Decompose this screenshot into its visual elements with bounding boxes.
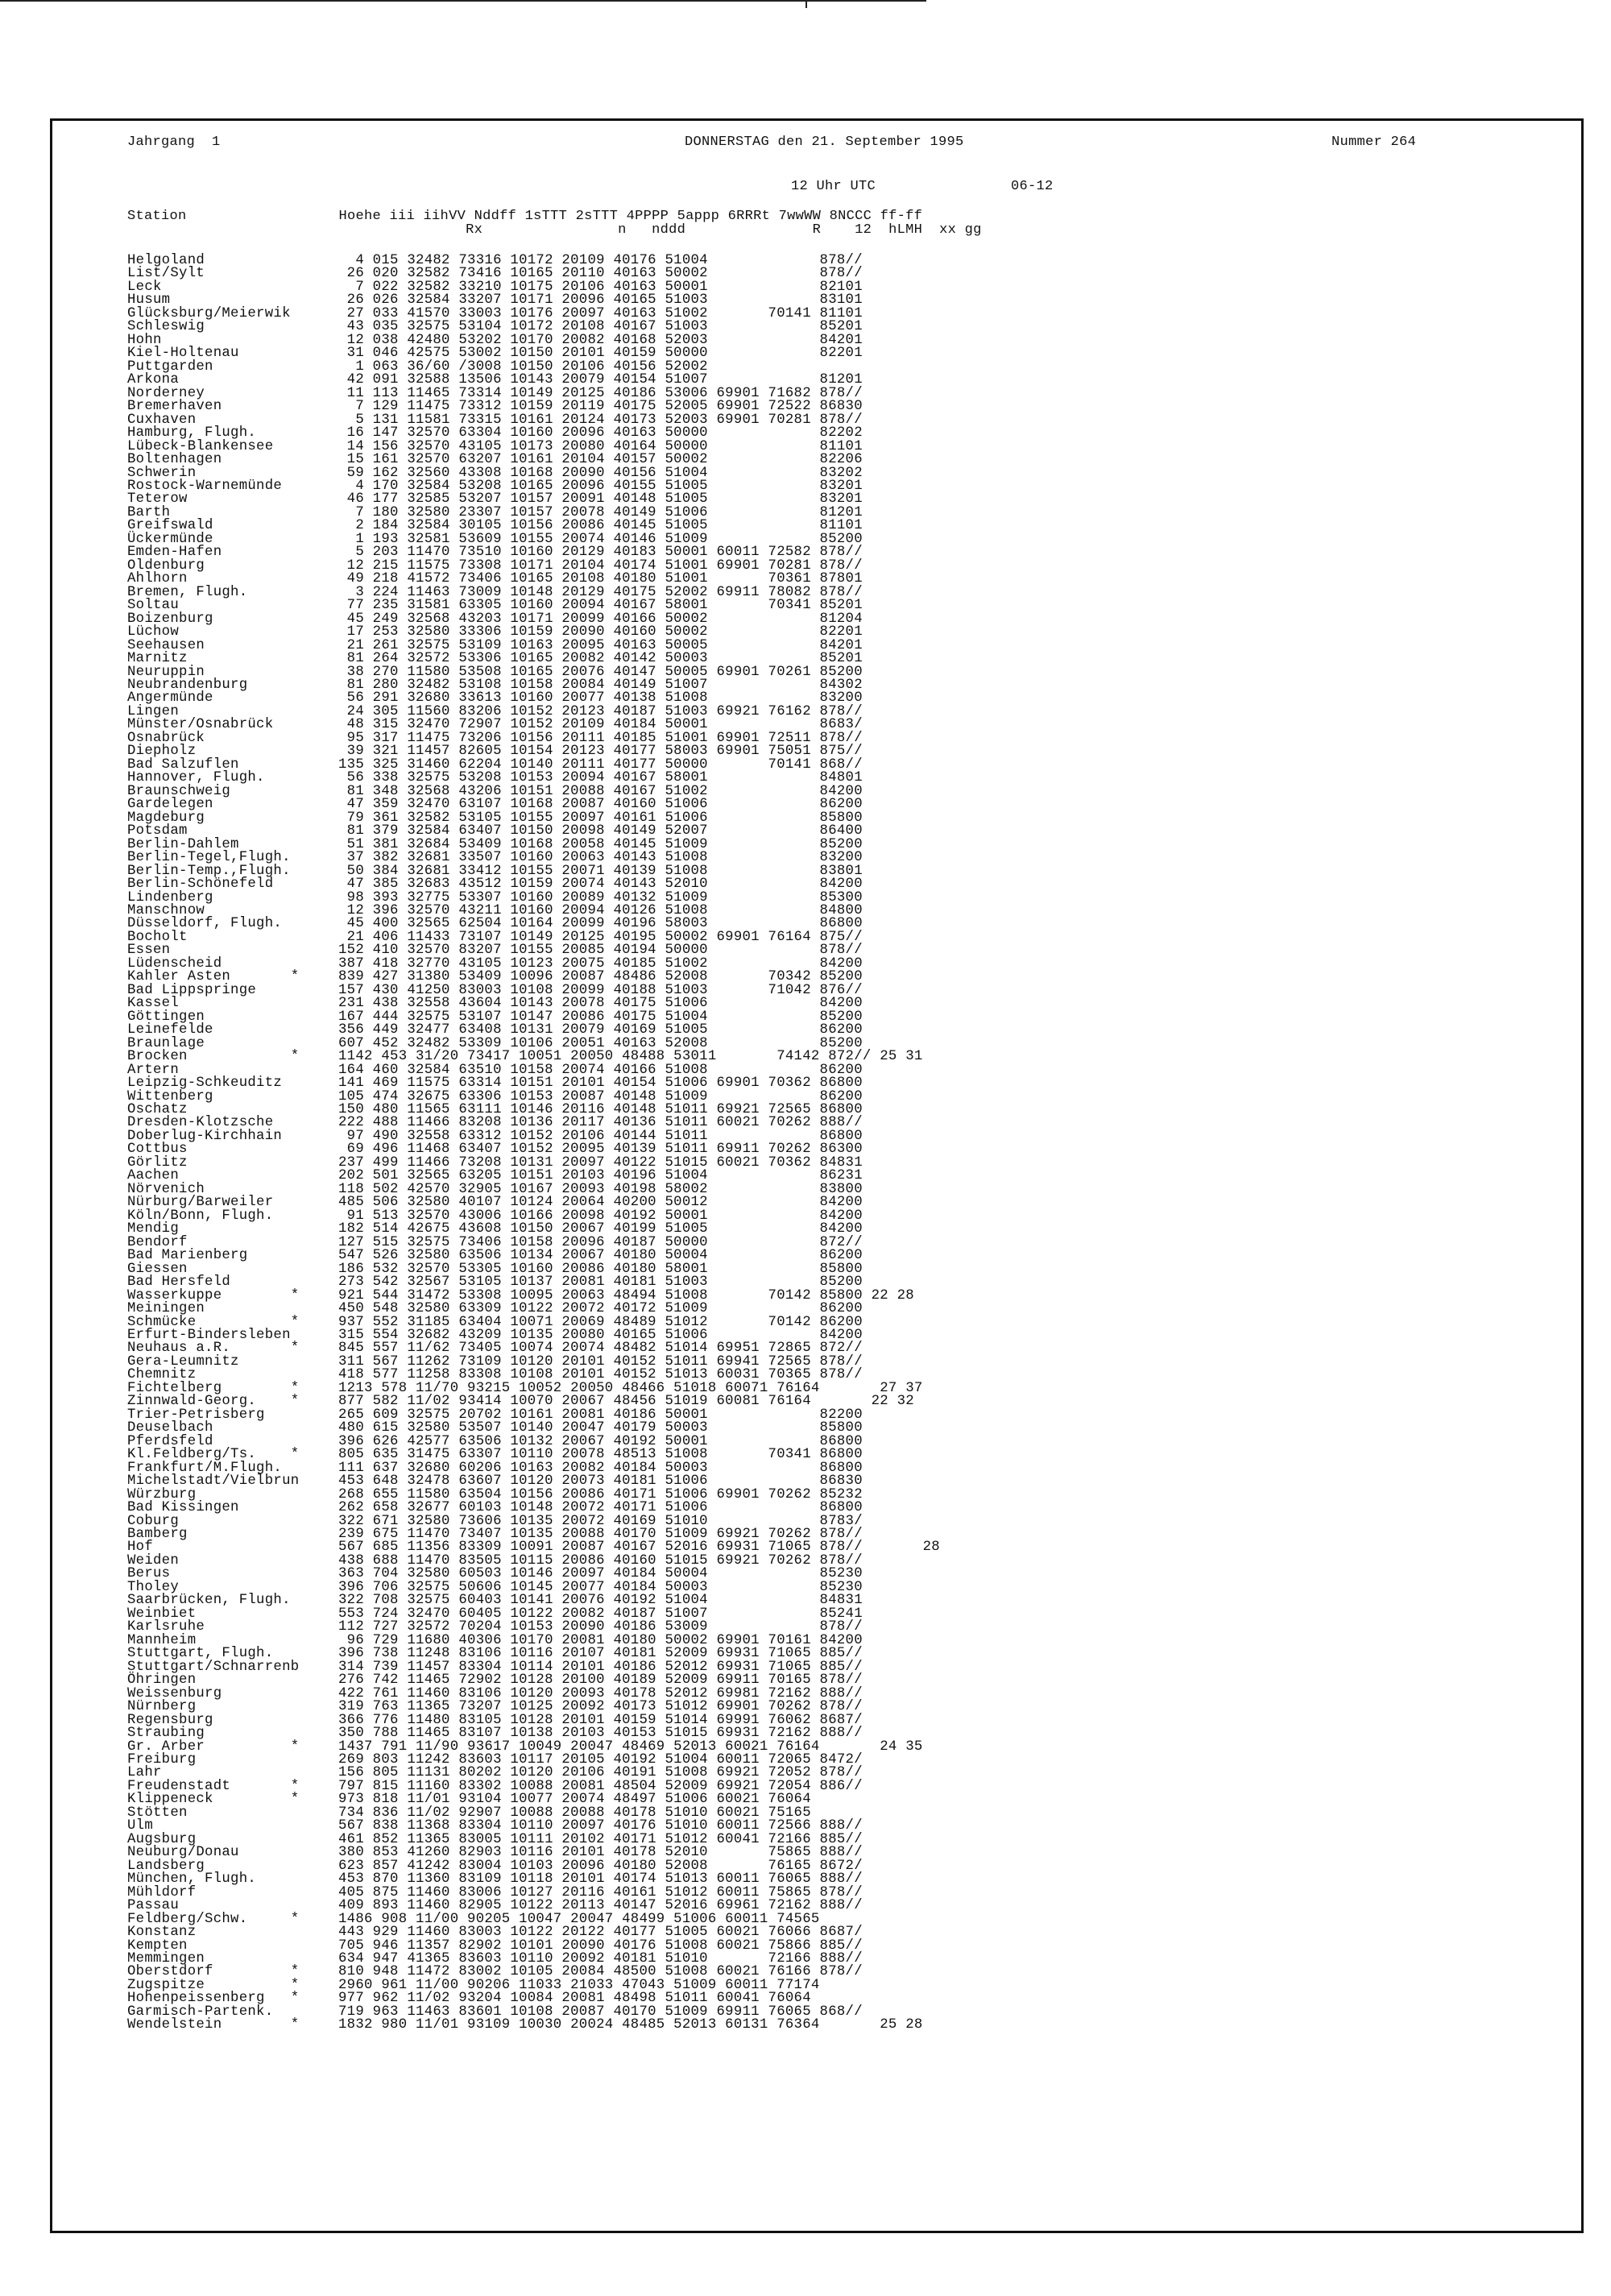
station-name: Glücksburg/Meierwik [127, 305, 291, 321]
station-observation: 4 170 32584 53208 10165 20096 40155 51005 83201 [338, 478, 863, 494]
station-name: Karlsruhe [127, 1619, 205, 1635]
station-name: Teterow [127, 491, 188, 508]
station-observation: 810 948 11472 83002 10105 20084 48500 51008 60021 76166 878// [338, 1964, 863, 1980]
station-observation: 182 514 42675 43608 10150 20067 40199 51005 84200 [338, 1221, 863, 1237]
station-name: Lübeck-Blankensee [127, 438, 274, 454]
station-name: Freudenstadt * [127, 1778, 300, 1794]
station-name: Hof [127, 1540, 154, 1556]
station-name: Artern [127, 1062, 180, 1078]
station-name: Mühldorf [127, 1884, 197, 1900]
station-observation: 105 474 32675 63306 10153 20087 40148 51009 86200 [338, 1088, 863, 1104]
station-name: Potsdam [127, 823, 188, 839]
station-name: Giessen [127, 1261, 188, 1277]
station-name: Pferdsfeld [127, 1433, 213, 1449]
station-observation: 453 870 11360 83109 10118 20101 40174 51013 60011 76065 888// [338, 1871, 863, 1888]
station-observation: 1 193 32581 53609 10155 20074 40146 51009 85200 [338, 531, 863, 547]
station-name: Boizenburg [127, 611, 213, 627]
station-observation: 719 963 11463 83601 10108 20087 40170 51009 69911 76065 868// [338, 2004, 863, 2020]
station-name: Arkona [127, 372, 180, 388]
station-name: Nürnberg [127, 1699, 197, 1715]
station-name: Konstanz [127, 1925, 197, 1941]
station-observation: 45 400 32565 62504 10164 20099 40196 58003 86800 [338, 916, 863, 932]
station-name: Leipzig-Schkeuditz [127, 1075, 283, 1092]
station-name: Marnitz [127, 651, 188, 667]
station-observation: 150 480 11565 63111 10146 20116 40148 51011 69921 72565 86800 [338, 1102, 863, 1117]
station-name: Diepholz [127, 744, 197, 760]
station-name: Brocken * [127, 1049, 300, 1065]
station-name: Cottbus [127, 1142, 188, 1158]
station-table [127, 255, 940, 2033]
station-observation: 276 742 11465 72902 10128 20100 40189 52009 69911 70165 878// [338, 1672, 863, 1689]
station-name: Leck [127, 279, 162, 295]
station-name: Hohenpeissenberg * [127, 1991, 300, 2007]
station-name: Neubrandenburg [127, 678, 248, 693]
station-name: Bremen, Flugh. [127, 584, 248, 600]
station-name: Doberlug-Kirchhain [127, 1128, 283, 1144]
station-name: Tholey [127, 1579, 180, 1595]
station-name: Fichtelberg * [127, 1380, 300, 1396]
station-name: Braunschweig [127, 783, 231, 799]
station-observation: 453 648 32478 63607 10120 20073 40181 51006 86830 [338, 1473, 863, 1490]
station-name: Bad Hersfeld [127, 1274, 231, 1291]
station-name: Stuttgart/Schnarrenb [127, 1659, 300, 1675]
station-observation: 3 224 11463 73009 10148 20129 40175 52002 69911 78082 878// [338, 584, 863, 600]
station-name: Düsseldorf, Flugh. [127, 916, 283, 932]
station-name: Coburg [127, 1513, 180, 1529]
station-observation: 231 438 32558 43604 10143 20078 40175 51006 84200 [338, 996, 863, 1012]
station-observation: 973 818 11/01 93104 10077 20074 48497 51006 60021 76064 [338, 1792, 811, 1808]
station-observation: 237 499 11466 73208 10131 20097 40122 51015 60021 70362 84831 [338, 1154, 863, 1171]
station-name: Kiel-Holtenau [127, 346, 239, 362]
station-observation: 79 361 32582 53105 10155 20097 40161 51006 85800 [338, 810, 863, 826]
station-name: Lingen [127, 703, 180, 719]
station-observation: 59 162 32560 43308 10168 20090 40156 51004 83202 [338, 465, 863, 481]
station-observation: 396 738 11248 83106 10116 20107 40181 52009 69931 71065 885// [338, 1646, 863, 1662]
station-name: List/Sylt [127, 266, 205, 282]
volume-label: Jahrgang 1 [127, 135, 221, 150]
station-observation: 97 490 32558 63312 10152 20106 40144 51011 86800 [338, 1128, 863, 1144]
station-name: Cuxhaven [127, 412, 197, 428]
station-observation: 839 427 31380 53409 10096 20087 48486 52008 70342 85200 [338, 969, 863, 985]
station-name: Zinnwald-Georg. * [127, 1394, 300, 1410]
station-name: Regensburg [127, 1712, 213, 1728]
station-name: Oldenburg [127, 557, 205, 574]
station-name: Berlin-Temp.,Flugh. [127, 863, 291, 879]
station-name: Ahlhorn [127, 571, 188, 587]
station-observation: 37 382 32681 33507 10160 20063 40143 51008 83200 [338, 850, 863, 866]
station-name: Passau [127, 1898, 180, 1914]
station-name: Münster/Osnabrück [127, 717, 274, 733]
station-observation: 27 033 41570 33003 10176 20097 40163 51002 70141 81101 [338, 305, 863, 321]
top-tick-mark [806, 0, 807, 8]
station-name: Köln/Bonn, Flugh. [127, 1208, 274, 1224]
time-header: 12 Uhr UTC 06-12 [791, 179, 1054, 194]
station-name: Seehausen [127, 637, 205, 653]
station-observation: 16 147 32570 63304 10160 20096 40163 50000 82202 [338, 425, 863, 441]
station-observation: 26 026 32584 33207 10171 20096 40165 51003 83101 [338, 292, 863, 309]
station-observation: 186 532 32570 53305 10160 20086 40180 58001 85800 [338, 1261, 863, 1277]
station-name: Weissenburg [127, 1685, 222, 1701]
station-name: Feldberg/Schw. * [127, 1911, 300, 1927]
station-name: Gr. Arber * [127, 1739, 300, 1755]
station-name: Öhringen [127, 1672, 197, 1689]
bulletin-number: Nummer 264 [1331, 135, 1417, 150]
station-observation: 322 671 32580 73606 10135 20072 40169 51010 8783/ [338, 1513, 863, 1529]
station-name: Saarbrücken, Flugh. [127, 1593, 291, 1609]
top-rule [0, 0, 926, 2]
station-observation: 921 544 31472 53308 10095 20063 48494 51008 70142 85800 22 28 [338, 1287, 914, 1303]
station-observation: 222 488 11466 83208 10136 20117 40136 51011 60021 70262 888// [338, 1115, 863, 1131]
station-observation: 1 063 36/60 /3008 10150 20106 40156 52002 [338, 358, 708, 375]
station-name: Weinbiet [127, 1606, 197, 1622]
station-name: Kempten [127, 1938, 188, 1954]
station-observation: 21 261 32575 53109 10163 20095 40163 50005 84201 [338, 637, 863, 653]
station-name: Straubing [127, 1726, 205, 1742]
station-name: Angermünde [127, 690, 213, 707]
station-observation: 157 430 41250 83003 10108 20099 40188 51003 71042 876// [338, 982, 863, 998]
column-header-codes: Station Hoehe iii iihVV Nddff 1sTTT 2sTTT 4PPPP 5appp 6RRRt 7wwWW 8NCCC ff-ff [127, 209, 923, 224]
station-observation: 4 015 32482 73316 10172 20109 40176 51004 878// [338, 253, 863, 268]
station-observation: 2 184 32584 30105 10156 20086 40145 51005 81101 [338, 518, 863, 534]
station-observation: 315 554 32682 43209 10135 20080 40165 51006 84200 [338, 1327, 863, 1343]
station-observation: 239 675 11470 73407 10135 20088 40170 51009 69921 70262 878// [338, 1527, 863, 1542]
station-name: Emden-Hafen [127, 545, 222, 561]
station-observation: 51 381 32684 53409 10168 20058 40145 51009 85200 [338, 836, 863, 852]
station-observation: 152 410 32570 83207 10155 20085 40194 50000 878// [338, 943, 863, 959]
station-name: Freiburg [127, 1751, 197, 1768]
station-observation: 438 688 11470 83505 10115 20086 40160 51015 69921 70262 878// [338, 1552, 863, 1569]
station-name: Husum [127, 292, 171, 309]
station-name: Deuselbach [127, 1420, 213, 1436]
station-observation: 12 215 11575 73308 10171 20104 40174 51001 69901 70281 878// [338, 557, 863, 574]
station-observation: 81 348 32568 43206 10151 20088 40167 51002 84200 [338, 783, 863, 799]
station-name: Wittenberg [127, 1088, 213, 1104]
station-observation: 937 552 31185 63404 10071 20069 48489 51012 70142 86200 [338, 1314, 863, 1330]
station-observation: 24 305 11560 83206 10152 20123 40187 51003 69921 76162 878// [338, 703, 863, 719]
station-name: Memmingen [127, 1951, 205, 1967]
station-observation: 96 729 11680 40306 10170 20081 40180 50002 69901 70161 84200 [338, 1632, 863, 1648]
station-observation: 553 724 32470 60405 10122 20082 40187 51007 85241 [338, 1606, 863, 1622]
station-observation: 50 384 32681 33412 10155 20071 40139 51008 83801 [338, 863, 863, 879]
station-observation: 461 852 11365 83005 10111 20102 40171 51012 60041 72166 885// [338, 1831, 863, 1847]
station-observation: 14 156 32570 43105 10173 20080 40164 50000 81101 [338, 438, 863, 454]
station-name: Würzburg [127, 1486, 197, 1502]
station-observation: 43 035 32575 53104 10172 20108 40167 51003 85201 [338, 319, 863, 335]
station-observation: 977 962 11/02 93204 10084 20081 48498 51011 60041 76064 [338, 1991, 811, 2007]
station-name: Essen [127, 943, 171, 959]
station-name: Barth [127, 504, 171, 520]
station-observation: 634 947 41365 83603 10110 20092 40181 51010 72166 888// [338, 1951, 863, 1967]
station-observation: 418 577 11258 83308 10108 20101 40152 51013 60031 70365 878// [338, 1367, 863, 1383]
station-observation: 15 161 32570 63207 10161 20104 40157 50002 82206 [338, 452, 863, 468]
station-name: Bremerhaven [127, 399, 222, 415]
station-observation: 81 280 32482 53108 10158 20084 40149 51007 84302 [338, 678, 863, 693]
station-observation: 12 396 32570 43211 10160 20094 40126 51008 84800 [338, 902, 863, 918]
station-name: Lindenberg [127, 889, 213, 906]
station-observation: 202 501 32565 63205 10151 20103 40196 51004 86231 [338, 1168, 863, 1184]
station-name: Michelstadt/Vielbrun [127, 1473, 300, 1490]
station-observation: 623 857 41242 83004 10103 20096 40180 52008 76165 8672/ [338, 1858, 863, 1874]
station-observation: 127 515 32575 73406 10158 20096 40187 50000 872// [338, 1234, 863, 1250]
station-name: Bocholt [127, 929, 188, 945]
station-name: Wendelstein * [127, 2017, 300, 2033]
station-name: Wasserkuppe * [127, 1287, 300, 1303]
station-observation: 480 615 32580 53507 10140 20047 40179 50003 85800 [338, 1420, 863, 1436]
station-name: Chemnitz [127, 1367, 197, 1383]
station-observation: 81 264 32572 53306 10165 20082 40142 50003 85201 [338, 651, 863, 667]
station-name: Manschnow [127, 902, 205, 918]
station-name: Garmisch-Partenk. [127, 2004, 274, 2020]
station-observation: 356 449 32477 63408 10131 20079 40169 51005 86200 [338, 1022, 863, 1038]
station-name: Berlin-Schönefeld [127, 877, 274, 893]
station-name: München, Flugh. [127, 1871, 257, 1888]
station-name: Schmücke * [127, 1314, 300, 1330]
station-name: Nürburg/Barweiler [127, 1195, 274, 1211]
station-observation: 1213 578 11/70 93215 10052 20050 48466 51018 60071 76164 27 37 [338, 1380, 923, 1396]
station-observation: 69 496 11468 63407 10152 20095 40139 51011 69911 70262 86300 [338, 1142, 863, 1158]
station-name: Stötten [127, 1805, 188, 1821]
station-name: Zugspitze * [127, 1977, 300, 1993]
station-observation: 1832 980 11/01 93109 10030 20024 48485 52013 60131 76364 25 28 [338, 2017, 923, 2033]
station-observation: 366 776 11480 83105 10128 20101 40159 51014 69991 76062 8687/ [338, 1712, 863, 1728]
station-name: Hamburg, Flugh. [127, 425, 257, 441]
station-observation: 118 502 42570 32905 10167 20093 40198 58002 83800 [338, 1181, 863, 1197]
station-name: Hohn [127, 332, 162, 348]
station-observation: 167 444 32575 53107 10147 20086 40175 51004 85200 [338, 1009, 863, 1025]
station-name: Weiden [127, 1552, 180, 1569]
station-observation: 49 218 41572 73406 10165 20108 40180 51001 70361 87801 [338, 571, 863, 587]
station-name: Magdeburg [127, 810, 205, 826]
station-name: Kassel [127, 996, 180, 1012]
station-observation: 797 815 11160 83302 10088 20081 48504 52009 69921 72054 886// [338, 1778, 863, 1794]
station-observation: 46 177 32585 53207 10157 20091 40148 51005 83201 [338, 491, 863, 508]
station-observation: 363 704 32580 60503 10146 20097 40184 50004 85230 [338, 1566, 863, 1582]
station-observation: 5 203 11470 73510 10160 20129 40183 50001 60011 72582 878// [338, 545, 863, 561]
station-observation: 112 727 32572 70204 10153 20090 40186 53009 878// [338, 1619, 863, 1635]
station-name: Aachen [127, 1168, 180, 1184]
station-observation: 111 637 32680 60206 10163 20082 40184 50003 86800 [338, 1460, 863, 1476]
station-name: Lahr [127, 1765, 162, 1781]
station-observation: 262 658 32677 60103 10148 20072 40171 51006 86800 [338, 1500, 863, 1516]
station-observation: 56 338 32575 53208 10153 20094 40167 58001 84801 [338, 770, 863, 786]
station-name: Gardelegen [127, 797, 213, 813]
station-name: Lüdenscheid [127, 955, 222, 972]
station-observation: 42 091 32588 13506 10143 20079 40154 51007 81201 [338, 372, 863, 388]
station-observation: 319 763 11365 73207 10125 20092 40173 51012 69901 70262 878// [338, 1699, 863, 1715]
station-observation: 7 180 32580 23307 10157 20078 40149 51006 81201 [338, 504, 863, 520]
station-name: Hannover, Flugh. [127, 770, 265, 786]
station-observation: 409 893 11460 82905 10122 20113 40147 52016 69961 72162 888// [338, 1898, 863, 1914]
station-name: Mendig [127, 1221, 180, 1237]
station-observation: 81 379 32584 63407 10150 20098 40149 52007 86400 [338, 823, 863, 839]
station-name: Schwerin [127, 465, 197, 481]
station-observation: 77 235 31581 63305 10160 20094 40167 58001 70341 85201 [338, 598, 863, 614]
station-name: Mannheim [127, 1632, 197, 1648]
station-name: Oschatz [127, 1102, 188, 1117]
station-observation: 405 875 11460 83006 10127 20116 40161 51012 60011 75865 878// [338, 1884, 863, 1900]
station-name: Ückermünde [127, 531, 213, 547]
station-observation: 91 513 32570 43006 10166 20098 40192 50001 84200 [338, 1208, 863, 1224]
station-observation: 845 557 11/62 73405 10074 20074 48482 51014 69951 72865 872// [338, 1341, 863, 1357]
station-observation: 705 946 11357 82902 10101 20090 40176 51008 60021 75866 885// [338, 1938, 863, 1954]
station-observation: 47 385 32683 43512 10159 20074 40143 52010 84200 [338, 877, 863, 893]
station-name: Gera-Leumnitz [127, 1353, 239, 1370]
station-name: Neuruppin [127, 664, 205, 680]
station-observation: 607 452 32482 53309 10106 20051 40163 52008 85200 [338, 1035, 863, 1051]
station-name: Dresden-Klotzsche [127, 1115, 274, 1131]
station-name: Bamberg [127, 1527, 188, 1542]
station-observation: 45 249 32568 43203 10171 20099 40166 50002 81204 [338, 611, 863, 627]
station-observation: 269 803 11242 83603 10117 20105 40192 51004 60011 72065 8472/ [338, 1751, 863, 1768]
station-observation: 567 838 11368 83304 10110 20097 40176 51010 60011 72566 888// [338, 1818, 863, 1834]
station-name: Trier-Petrisberg [127, 1407, 265, 1423]
station-name: Nörvenich [127, 1181, 205, 1197]
station-name: Soltau [127, 598, 180, 614]
station-name: Neuburg/Donau [127, 1845, 239, 1861]
station-name: Leinefelde [127, 1022, 213, 1038]
station-name: Rostock-Warnemünde [127, 478, 283, 494]
station-observation: 450 548 32580 63309 10122 20072 40172 51009 86200 [338, 1301, 863, 1317]
station-observation: 265 609 32575 20702 10161 20081 40186 50001 82200 [338, 1407, 863, 1423]
station-observation: 38 270 11580 53508 10165 20076 40147 50005 69901 70261 85200 [338, 664, 863, 680]
station-observation: 443 929 11460 83003 10122 20122 40177 51005 60021 76066 8687/ [338, 1925, 863, 1941]
station-name: Ulm [127, 1818, 154, 1834]
station-name: Bad Salzuflen [127, 756, 239, 773]
station-name: Bad Marienberg [127, 1248, 248, 1264]
station-name: Helgoland [127, 253, 205, 268]
station-name: Berlin-Tegel,Flugh. [127, 850, 291, 866]
station-name: Neuhaus a.R. * [127, 1341, 300, 1357]
station-name: Osnabrück [127, 730, 205, 746]
table-row [127, 2019, 940, 2032]
station-observation: 17 253 32580 33306 10159 20090 40160 50002 82201 [338, 624, 863, 640]
station-observation: 26 020 32582 73416 10165 20110 40163 50002 878// [338, 266, 863, 282]
station-observation: 56 291 32680 33613 10160 20077 40138 51008 83200 [338, 690, 863, 707]
station-name: Lüchow [127, 624, 180, 640]
station-name: Greifswald [127, 518, 213, 534]
station-observation: 135 325 31460 62204 10140 20111 40177 50000 70141 868// [338, 756, 863, 773]
station-observation: 350 788 11465 83107 10138 20103 40153 51015 69931 72162 888// [338, 1726, 863, 1742]
station-name: Bad Lippspringe [127, 982, 257, 998]
station-observation: 322 708 32575 60403 10141 20076 40192 51004 84831 [338, 1593, 863, 1609]
station-name: Kahler Asten * [127, 969, 300, 985]
station-name: Göttingen [127, 1009, 205, 1025]
station-name: Puttgarden [127, 358, 213, 375]
station-observation: 156 805 11131 80202 10120 20106 40191 51008 69921 72052 878// [338, 1765, 863, 1781]
station-observation: 5 131 11581 73315 10161 20124 40173 52003 69901 70281 878// [338, 412, 863, 428]
station-name: Kl.Feldberg/Ts. * [127, 1447, 300, 1463]
station-name: Meiningen [127, 1301, 205, 1317]
station-name: Augsburg [127, 1831, 197, 1847]
station-name: Braunlage [127, 1035, 205, 1051]
station-observation: 422 761 11460 83106 10120 20093 40178 52012 69981 72162 888// [338, 1685, 863, 1701]
station-observation: 805 635 31475 63307 10110 20078 48513 51008 70341 86800 [338, 1447, 863, 1463]
station-observation: 48 315 32470 72907 10152 20109 40184 50001 8683/ [338, 717, 863, 733]
station-name: Erfurt-Bindersleben [127, 1327, 291, 1343]
station-observation: 7 129 11475 73312 10159 20119 40175 52005 69901 72522 86830 [338, 399, 863, 415]
station-name: Oberstdorf * [127, 1964, 300, 1980]
station-observation: 396 626 42577 63506 10132 20067 40192 50001 86800 [338, 1433, 863, 1449]
station-observation: 387 418 32770 43105 10123 20075 40185 51002 84200 [338, 955, 863, 972]
station-name: Berus [127, 1566, 171, 1582]
station-observation: 141 469 11575 63314 10151 20101 40154 51006 69901 70362 86800 [338, 1075, 863, 1092]
station-name: Schleswig [127, 319, 205, 335]
station-observation: 21 406 11433 73107 10149 20125 40195 50002 69901 76164 875// [338, 929, 863, 945]
station-observation: 547 526 32580 63506 10134 20067 40180 50004 86200 [338, 1248, 863, 1264]
station-name: Stuttgart, Flugh. [127, 1646, 274, 1662]
station-observation: 1486 908 11/00 90205 10047 20047 48499 51006 60011 74565 [338, 1911, 820, 1927]
bulletin-date: DONNERSTAG den 21. September 1995 [685, 135, 964, 150]
station-observation: 273 542 32567 53105 10137 20081 40181 51003 85200 [338, 1274, 863, 1291]
station-name: Bad Kissingen [127, 1500, 239, 1516]
column-header-subcodes: Rx n nddd R 12 hLMH xx gg [127, 222, 982, 238]
station-observation: 311 567 11262 73109 10120 20101 40152 51011 69941 72565 878// [338, 1353, 863, 1370]
station-observation: 1142 453 31/20 73417 10051 20050 48488 53011 74142 872// 25 31 [338, 1049, 923, 1065]
station-observation: 734 836 11/02 92907 10088 20088 40178 51010 60021 75165 [338, 1805, 811, 1821]
station-observation: 39 321 11457 82605 10154 20123 40177 58003 69901 75051 875// [338, 744, 863, 760]
station-name: Bendorf [127, 1234, 188, 1250]
station-observation: 268 655 11580 63504 10156 20086 40171 51006 69901 70262 85232 [338, 1486, 863, 1502]
station-observation: 164 460 32584 63510 10158 20074 40166 51008 86200 [338, 1062, 863, 1078]
station-observation: 98 393 32775 53307 10160 20089 40132 51009 85300 [338, 889, 863, 906]
station-observation: 877 582 11/02 93414 10070 20067 48456 51019 60081 76164 22 32 [338, 1394, 914, 1410]
station-name: Norderney [127, 385, 205, 401]
station-observation: 7 022 32582 33210 10175 20106 40163 50001 82101 [338, 279, 863, 295]
station-name: Frankfurt/M.Flugh. [127, 1460, 283, 1476]
station-name: Görlitz [127, 1154, 188, 1171]
station-observation: 567 685 11356 83309 10091 20087 40167 52016 69931 71065 878// 28 [338, 1540, 940, 1556]
station-name: Boltenhagen [127, 452, 222, 468]
station-name: Berlin-Dahlem [127, 836, 239, 852]
station-observation: 31 046 42575 53002 10150 20101 40159 50000 82201 [338, 346, 863, 362]
station-observation: 47 359 32470 63107 10168 20087 40160 51006 86200 [338, 797, 863, 813]
station-observation: 314 739 11457 83304 10114 20101 40186 52012 69931 71065 885// [338, 1659, 863, 1675]
station-observation: 2960 961 11/00 90206 11033 21033 47043 51009 60011 77174 [338, 1977, 820, 1993]
station-observation: 380 853 41260 82903 10116 20101 40178 52010 75865 888// [338, 1845, 863, 1861]
station-name: Klippeneck * [127, 1792, 300, 1808]
station-observation: 12 038 42480 53202 10170 20082 40168 52003 84201 [338, 332, 863, 348]
station-observation: 396 706 32575 50606 10145 20077 40184 50003 85230 [338, 1579, 863, 1595]
station-name: Landsberg [127, 1858, 205, 1874]
station-observation: 1437 791 11/90 93617 10049 20047 48469 52013 60021 76164 24 35 [338, 1739, 923, 1755]
station-observation: 11 113 11465 73314 10149 20125 40186 53006 69901 71682 878// [338, 385, 863, 401]
station-observation: 95 317 11475 73206 10156 20111 40185 51001 69901 72511 878// [338, 730, 863, 746]
station-observation: 485 506 32580 40107 10124 20064 40200 50012 84200 [338, 1195, 863, 1211]
